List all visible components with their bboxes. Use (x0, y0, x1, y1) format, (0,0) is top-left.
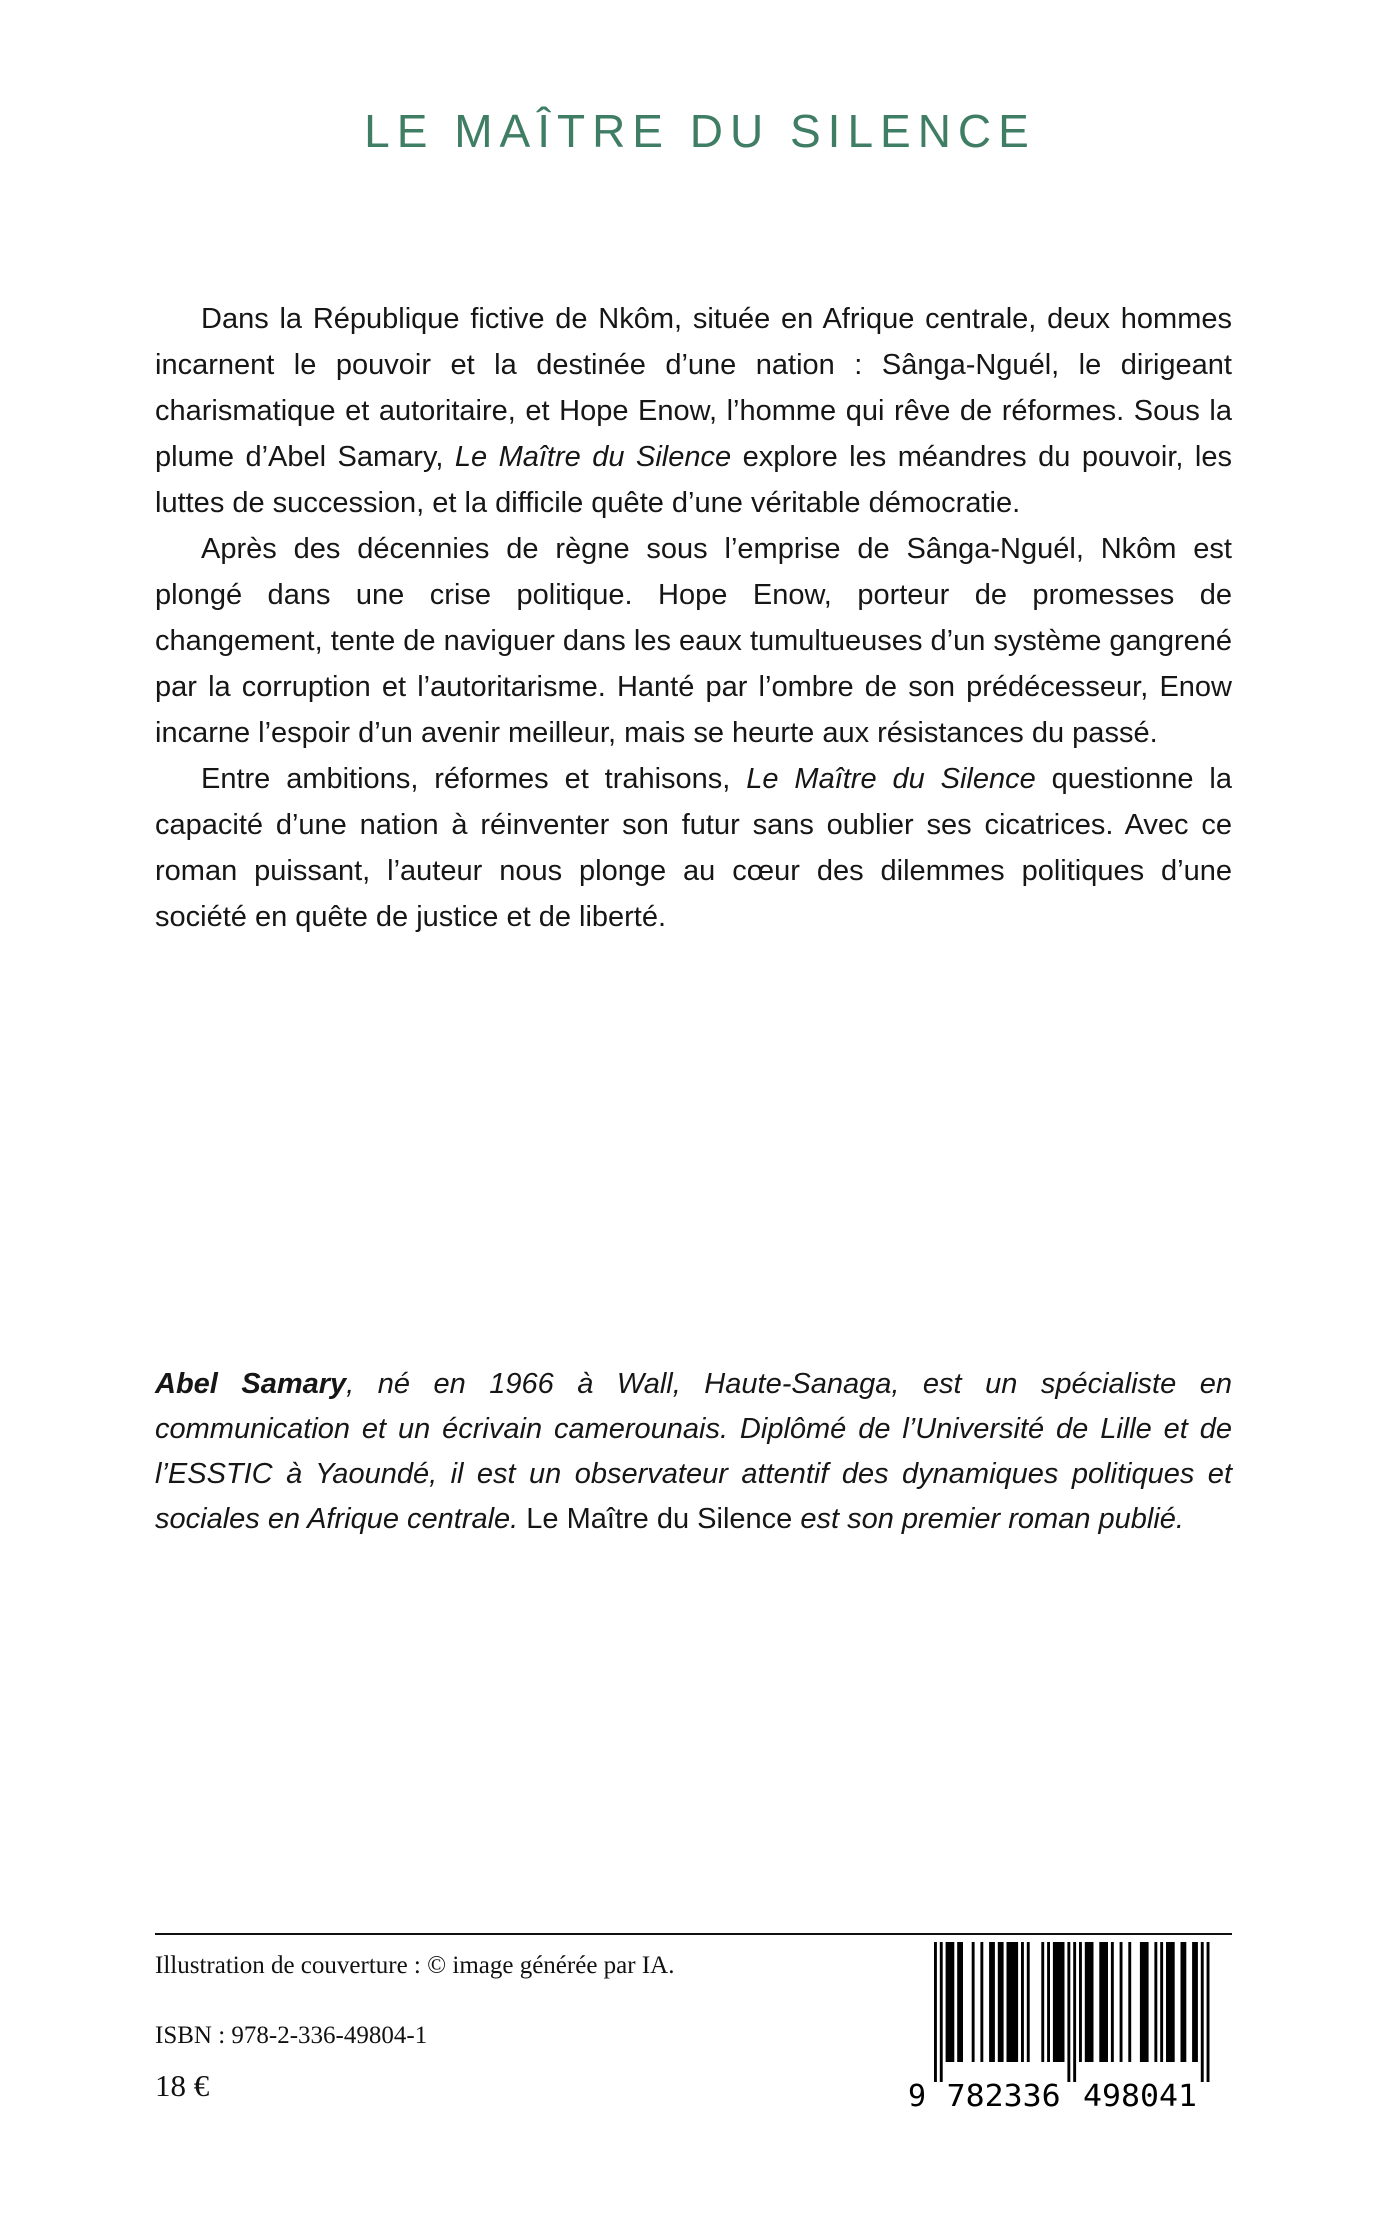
synopsis-paragraph-1: Dans la République fictive de Nkôm, située en Afrique centrale, deux hommes incarnent le pouvoir et la destinée d’une nation : Sânga-Nguél, le dirigeant charismatique et autoritaire, et Hope Enow, l’homme qui rêve de réformes. Sous la plume d’Abel Samary, Le Maître du Silence explore les méandres du pouvoir, les luttes de succession, et la difficile quête d’une véritable démocratie. (155, 303, 1233, 519)
author-bio-paragraph: Abel Samary, né en 1966 à Wall, Haute-Sanaga, est un spécialiste en communication et un écrivain camerounais. Diplômé de l’Université de Lille et de l’ESSTIC à Yaoundé, il est un observateur attentif des dynamiques politiques et sociales en Afrique centrale. Le Maître du Silence est son premier roman publié. (155, 1368, 1233, 1535)
book-title: LE MAÎTRE DU SILENCE (364, 105, 1036, 157)
svg-text:498041: 498041 (1083, 2079, 1197, 2114)
synopsis-paragraph-2: Après des décennies de règne sous l’emprise de Sânga-Nguél, Nkôm est plongé dans une crise politique. Hope Enow, porteur de promesses de changement, tente de naviguer dans les eaux tumultueuses d’un système gangrené par la corruption et l’autoritarisme. Hanté par l’ombre de son prédécesseur, Enow incarne l’espoir d’un avenir meilleur, mais se heurte aux résistances du passé. (155, 533, 1232, 749)
svg-text:9: 9 (908, 2079, 926, 2114)
svg-text:782336: 782336 (946, 2079, 1061, 2114)
synopsis (155, 296, 1232, 940)
synopsis-paragraph-3: Entre ambitions, réformes et trahisons, Le Maître du Silence questionne la capacité d’une nation à réinventer son futur sans oublier ses cicatrices. Avec ce roman puissant, l’auteur nous plonge au cœur des dilemmes politiques d’une société en quête de justice et de liberté. (155, 763, 1232, 933)
ean13-barcode-svg (908, 1942, 1232, 2114)
price-text: 18 € (155, 2068, 210, 2103)
isbn-text: ISBN : 978-2-336-49804-1 (155, 2022, 428, 2049)
cover-illustration-credit: Illustration de couverture : © image générée par IA. (155, 1952, 675, 1979)
footer-divider-line (155, 1933, 1232, 1935)
author-bio (155, 1362, 1232, 1542)
ean13-barcode (908, 1942, 1232, 2114)
